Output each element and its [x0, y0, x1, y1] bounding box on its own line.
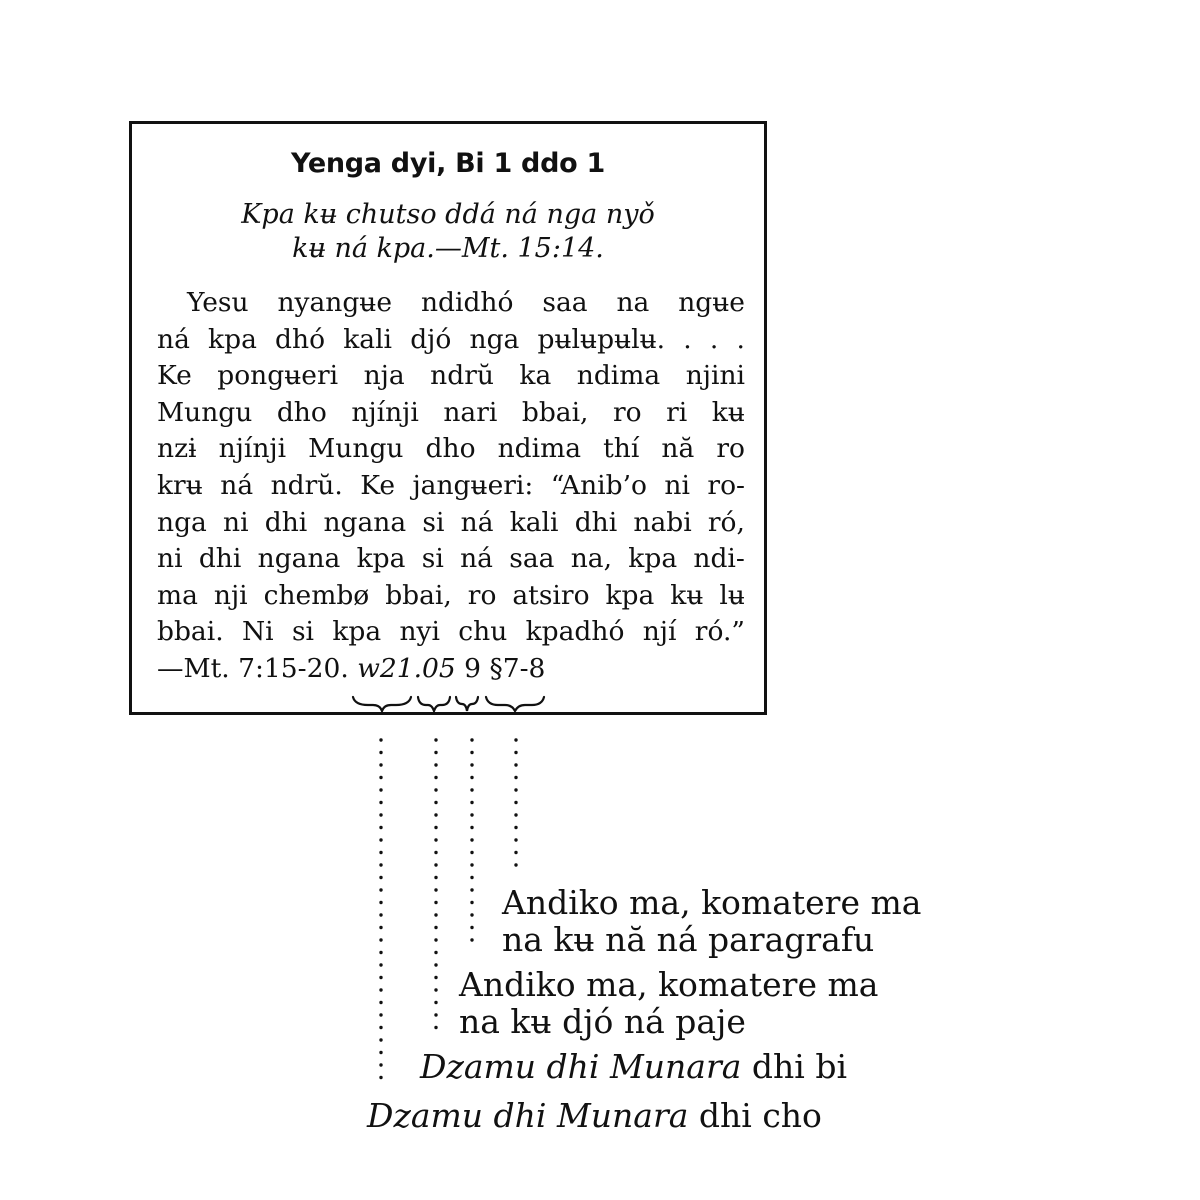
body-word: si: [421, 543, 444, 575]
connector-dot: [379, 738, 382, 741]
body-word: njínji: [218, 433, 287, 465]
body-word: bbai,: [521, 396, 589, 428]
body-word: ndrŭ.: [270, 469, 343, 501]
body-word: si: [291, 616, 315, 648]
connector-dot: [434, 926, 437, 929]
theme-line-2: kʉ ná kpa.—Mt. 15:14.: [292, 233, 604, 264]
connector-dot: [434, 801, 437, 804]
connector-dot: [470, 888, 473, 891]
connector-dot: [379, 751, 382, 754]
body-word: Mungu: [308, 433, 404, 465]
connector-dot: [470, 763, 473, 766]
body-word: na,: [570, 543, 613, 575]
label-page: Andiko ma, komatere ma na kʉ djó ná paje: [459, 965, 879, 1041]
connector-dot: [434, 1026, 437, 1029]
connector-dot: [434, 863, 437, 866]
connector-dot: [379, 813, 382, 816]
body-word: kpa: [356, 543, 406, 575]
body-word: kpa: [628, 543, 678, 575]
connector-dot: [434, 813, 437, 816]
body-word: ná: [460, 543, 493, 575]
body-word: ná: [157, 323, 190, 355]
connector-dot: [379, 988, 382, 991]
body-word: Yesu: [187, 287, 249, 318]
connector-dot: [434, 826, 437, 829]
body-word: nja: [363, 360, 405, 392]
body-word: nyi: [399, 616, 440, 648]
body-word: na: [616, 287, 650, 318]
connector-dot: [514, 838, 517, 841]
connector-dot: [379, 888, 382, 891]
body-word: ndi-: [693, 543, 745, 575]
connector-dot: [434, 776, 437, 779]
connector-dot: [379, 1001, 382, 1004]
connector-dot: [434, 913, 437, 916]
body-word: .: [736, 323, 745, 355]
body-word: ró.”: [694, 616, 745, 648]
body-word: dho: [276, 396, 327, 428]
body-word: .: [683, 323, 692, 355]
connector-dot: [514, 751, 517, 754]
paragraph-number: §7-8: [489, 652, 546, 684]
body-word: pongʉeri: [217, 360, 339, 392]
body-word: chembø: [263, 579, 370, 611]
body-word: djó: [410, 323, 452, 355]
body-word: krʉ: [157, 469, 203, 501]
body-word: ro-: [707, 469, 745, 501]
connector-dot: [514, 826, 517, 829]
body-word: kali: [343, 323, 393, 355]
connector-dot: [379, 776, 382, 779]
body-word: bbai.: [157, 616, 224, 648]
label-issue: Dzamu dhi Munara dhi bi: [420, 1047, 847, 1086]
connector-dot: [379, 838, 382, 841]
body-word: “Anib’o: [550, 469, 647, 501]
body-word: kʉ: [711, 396, 745, 428]
connector-dot: [514, 763, 517, 766]
connector-dot: [470, 801, 473, 804]
connector-dot: [514, 801, 517, 804]
connector-dot: [514, 851, 517, 854]
verse-reference: —Mt. 7:15-20.: [157, 652, 349, 684]
connector-dot: [470, 926, 473, 929]
connector-dot: [434, 888, 437, 891]
body-word: kpadhó: [525, 616, 625, 648]
body-word: saa: [542, 287, 588, 318]
page-number: 9: [464, 652, 482, 684]
label-year: Dzamu dhi Munara dhi cho: [367, 1096, 822, 1135]
connector-dot: [470, 876, 473, 879]
body-word: nga: [469, 323, 520, 355]
connector-dot: [379, 913, 382, 916]
dotted-line-paragraphs: [514, 738, 517, 866]
body-word: ni: [157, 543, 183, 575]
body-word: njínji: [351, 396, 419, 428]
body-word: ro: [467, 579, 497, 611]
body-word: dho: [425, 433, 476, 465]
body-word: nzɨ: [157, 433, 197, 465]
connector-dot: [514, 863, 517, 866]
body-word: Ke: [157, 360, 192, 392]
connector-dot: [434, 851, 437, 854]
body-word: nari: [443, 396, 498, 428]
connector-dot: [434, 951, 437, 954]
connector-dot: [434, 963, 437, 966]
connector-dot: [434, 988, 437, 991]
connector-dot: [470, 863, 473, 866]
body-word: ni: [223, 506, 249, 538]
body-word: ró,: [707, 506, 745, 538]
publication-code: w21.05: [357, 652, 456, 684]
connector-dot: [470, 901, 473, 904]
brace-paragraphs: [486, 697, 544, 711]
connector-dot: [379, 1051, 382, 1054]
connector-dot: [379, 876, 382, 879]
body-word: nă: [661, 433, 695, 465]
connector-dot: [434, 938, 437, 941]
body-word: ni: [664, 469, 690, 501]
connector-dot: [379, 1076, 382, 1079]
label-paragraphs: Andiko ma, komatere ma na kʉ nă ná paragrafu: [502, 883, 922, 959]
body-word: kpa: [208, 323, 257, 355]
body-word: ndidhó: [420, 287, 514, 318]
connector-dot: [514, 776, 517, 779]
body-word: si: [422, 506, 445, 538]
connector-dot: [379, 763, 382, 766]
body-word: dhi: [264, 506, 308, 538]
connector-dot: [434, 876, 437, 879]
body-word: Ke: [360, 469, 396, 501]
connector-dot: [434, 901, 437, 904]
connector-dot: [470, 826, 473, 829]
connector-dot: [379, 951, 382, 954]
body-word: ná: [460, 506, 494, 538]
body-word: jangʉeri:: [412, 469, 534, 501]
body-word: ngana: [257, 543, 341, 575]
body-word: ná: [220, 469, 254, 501]
theme-line-1: Kpa kʉ chutso ddá ná nga nyǒ: [241, 199, 655, 230]
connector-dot: [434, 976, 437, 979]
connector-dot: [514, 813, 517, 816]
body-word: dhi: [574, 506, 618, 538]
body-word: Ni: [241, 616, 274, 648]
connector-dot: [379, 926, 382, 929]
connector-dot: [470, 938, 473, 941]
body-word: Mungu: [157, 396, 253, 428]
body-word: bbai,: [385, 579, 452, 611]
connector-dot: [470, 788, 473, 791]
body-word: ngana: [323, 506, 407, 538]
dotted-line-issue: [434, 738, 437, 1029]
connector-dot: [470, 913, 473, 916]
connector-dot: [470, 851, 473, 854]
connector-dot: [379, 901, 382, 904]
connector-dot: [379, 1063, 382, 1066]
body-word: ka: [519, 360, 552, 392]
connector-dot: [514, 738, 517, 741]
body-word: ro: [613, 396, 642, 428]
body-word: saa: [509, 543, 555, 575]
body-word: kʉ: [670, 579, 704, 611]
body-word: ngʉe: [678, 287, 745, 318]
connector-dot: [470, 751, 473, 754]
connector-dot: [379, 938, 382, 941]
body-word: pʉlʉpʉlʉ.: [537, 323, 666, 355]
connector-dot: [379, 1038, 382, 1041]
connector-dot: [434, 738, 437, 741]
connector-dot: [434, 1013, 437, 1016]
dotted-line-year: [379, 738, 382, 1079]
connector-dot: [434, 763, 437, 766]
card-title: Yenga dyi, Bi 1 ddo 1: [291, 148, 605, 179]
body-word: nga: [157, 506, 207, 538]
body-word: ri: [666, 396, 688, 428]
connector-dot: [470, 838, 473, 841]
body-word: ndima: [497, 433, 582, 465]
connector-dot: [379, 963, 382, 966]
body-word: lʉ: [719, 579, 745, 611]
connector-dot: [514, 788, 517, 791]
connector-dot: [379, 1013, 382, 1016]
body-word: kpa: [332, 616, 382, 648]
body-word: njini: [685, 360, 745, 392]
body-word: kpa: [605, 579, 655, 611]
connector-dot: [379, 1026, 382, 1029]
connector-dot: [379, 863, 382, 866]
brace-page: [456, 697, 478, 711]
brace-issue: [418, 697, 450, 711]
connector-dot: [379, 976, 382, 979]
connector-dot: [470, 776, 473, 779]
body-word: nji: [213, 579, 248, 611]
connector-dot: [379, 851, 382, 854]
connector-dot: [434, 788, 437, 791]
connector-dot: [434, 751, 437, 754]
connector-dot: [470, 813, 473, 816]
body-word: ro: [716, 433, 745, 465]
body-word: ndrŭ: [430, 360, 494, 392]
body-word: thí: [603, 433, 640, 465]
body-word: nabi: [633, 506, 692, 538]
body-word: atsiro: [512, 579, 590, 611]
body-word: dhó: [275, 323, 326, 355]
body-word: nyangʉe: [277, 287, 393, 318]
body-word: dhi: [198, 543, 242, 575]
body-word: ma: [157, 579, 198, 611]
connector-dot: [379, 801, 382, 804]
connector-dot: [470, 738, 473, 741]
connector-dot: [434, 1001, 437, 1004]
body-word: njí: [642, 616, 677, 648]
dotted-line-page: [470, 738, 473, 941]
connector-dot: [379, 826, 382, 829]
body-word: .: [709, 323, 719, 355]
body-word: chu: [458, 616, 508, 648]
body-word: kali: [509, 506, 559, 538]
brace-publication: [353, 697, 411, 711]
body-word: ndima: [576, 360, 661, 392]
connector-dot: [434, 838, 437, 841]
connector-dot: [379, 788, 382, 791]
